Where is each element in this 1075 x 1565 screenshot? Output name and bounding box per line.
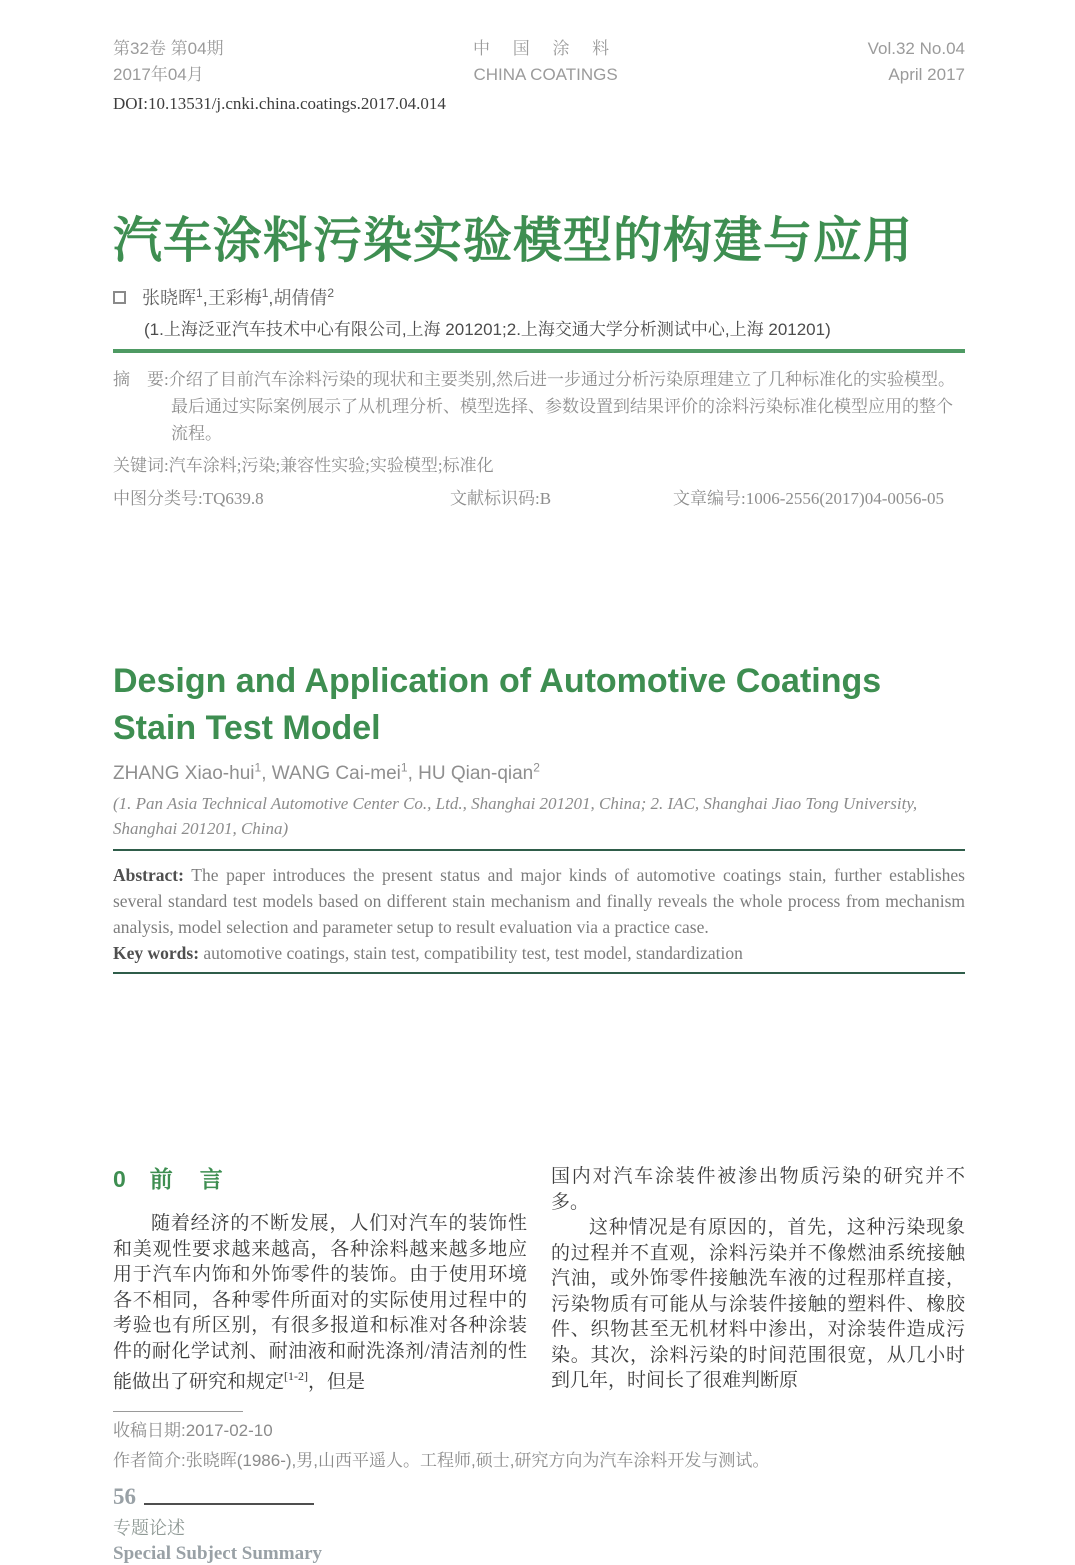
author-affil-mark: 1 [196, 286, 203, 300]
article-title-cn: 汽车涂料污染实验模型的构建与应用 [113, 214, 914, 268]
column-name-en: Special Subject Summary [113, 1543, 322, 1565]
author-separator: , [261, 763, 272, 785]
author-separator: , [407, 763, 419, 785]
checkbox-square-icon [113, 291, 126, 304]
affiliation-en: (1. Pan Asia Technical Automotive Center Co., Ltd., Shanghai 201201, China; 2. IAC, Shanghai Jiao Tong University, Shanghai 201201, China) [113, 794, 918, 839]
author-name: 张晓晖 [142, 288, 196, 308]
author-name: HU Qian-qian [418, 763, 534, 785]
abstract-en [113, 862, 965, 940]
author-name: WANG Cai-mei [271, 763, 401, 785]
date-en: April 2017 [888, 65, 965, 84]
abstract-text-en: The paper introduces the present status and major kinds of automotive coatings stain, further establishes several standard test models based on different stain mechanism and finally reveals the whole process from mechanism analysis, model selection and parameter setup to result evaluation via a practice case. [113, 865, 965, 938]
keywords-en [113, 943, 965, 964]
abstract-label-en: Abstract: [113, 865, 184, 886]
article-title-en: Design and Application of Automotive Coatings Stain Test Model [113, 662, 882, 747]
page-content [113, 0, 965, 1565]
dark-green-divider [113, 972, 965, 974]
left-column [113, 1164, 527, 1395]
article-id-label: 文章编号: [673, 489, 746, 508]
abstract-text-cn: 介绍了目前汽车涂料污染的现状和主要类别,然后进一步通过分析污染原理建立了几种标准化的实验模型。最后通过实际案例展示了从机理分析、模型选择、参数设置到结果评价的涂料污染标准化模型应用的整个流程。 [168, 370, 955, 443]
received-date: 收稿日期:2017-02-10 [113, 1421, 273, 1441]
author-en [113, 763, 272, 784]
section-number: 0 [113, 1166, 128, 1193]
author-cn [273, 284, 334, 310]
keywords-label-en: Key words: [113, 943, 200, 964]
journal-name-en: CHINA COATINGS [473, 65, 618, 84]
keywords-cn [113, 451, 965, 476]
footer-rule [144, 1503, 314, 1505]
right-column [551, 1164, 965, 1395]
document-code [450, 484, 551, 509]
author-affil-mark: 2 [327, 286, 335, 300]
footnote-divider [113, 1411, 243, 1412]
authors-cn [113, 284, 965, 310]
author-affil-mark: 1 [261, 286, 269, 300]
article-id [673, 484, 944, 509]
abstract-cn [113, 366, 965, 447]
classification-row [113, 484, 965, 508]
green-divider [113, 349, 965, 353]
author-name: ZHANG Xiao-hui [113, 763, 255, 785]
paragraph: 这种情况是有原因的，首先，这种污染现象的过程并不直观，涂料污染并不像燃油系统接触汽油，或外饰零件接触洗车液的过程那样直接，污染物质有可能从与涂装件接触的塑料件、橡胶件、织物甚至无机材料中渗出，对涂装件造成污染。其次，涂料污染的时间范围很宽，从几小时到几年，时间长了很难判断原 [551, 1217, 965, 1392]
affiliation-cn: (1.上海泛亚汽车技术中心有限公司,上海 201201;2.上海交通大学分析测试中心,上海 201201) [144, 320, 831, 339]
header-center [473, 36, 618, 88]
page-footer [113, 1485, 965, 1509]
citation-mark: [1-2] [284, 1369, 309, 1384]
article-body [113, 1164, 965, 1395]
volume-issue-en: Vol.32 No.04 [867, 39, 965, 58]
doi-line: DOI:10.13531/j.cnki.china.coatings.2017.04.014 [113, 94, 446, 113]
paragraph [113, 1211, 527, 1395]
author-affil-mark: 1 [254, 761, 262, 775]
journal-name-cn: 中 国 涂 料 [473, 39, 619, 58]
author-en [418, 763, 540, 784]
section-title: 前 言 [149, 1166, 225, 1193]
author-affil-mark: 2 [533, 761, 540, 775]
authors-en [113, 761, 965, 785]
volume-issue-cn: 第32卷 第04期 [113, 39, 224, 58]
author-bio: 作者简介:张晓晖(1986-),男,山西平遥人。工程师,硕士,研究方向为汽车涂料开发与测试。 [113, 1451, 770, 1471]
author-name: 胡倩倩 [273, 288, 328, 308]
header-left [113, 36, 224, 88]
keywords-label-cn: 关键词: [113, 456, 169, 475]
author-name: 王彩梅 [207, 288, 262, 308]
keywords-text-en: automotive coatings, stain test, compatibility test, test model, standardization [203, 943, 743, 964]
doc-code-value: B [539, 489, 552, 508]
author-en [272, 763, 418, 784]
page-number: 56 [113, 1484, 136, 1510]
header-right [868, 36, 965, 88]
author-affil-mark: 1 [400, 761, 408, 775]
paragraph-text: 随着经济的不断发展，人们对汽车的装饰性和美观性要求越来越高，各种涂料越来越多地应用于汽车内饰和外饰零件的装饰。由于使用环境各不相同，各种零件所面对的实际使用过程中的考验也有所区别，有很多报道和标准对各种涂装件的耐化学试剂、耐油液和耐洗涤剂/清洁剂的性能做出了研究和规定 [113, 1213, 527, 1393]
author-cn [142, 284, 208, 310]
clc-value: TQ639.8 [202, 489, 264, 508]
date-cn: 2017年04月 [113, 65, 204, 84]
abstract-label-cn: 摘 要: [113, 370, 169, 389]
article-id-value: 1006-2556(2017)04-0056-05 [745, 489, 945, 508]
doc-code-label: 文献标识码: [450, 489, 540, 508]
column-name-cn: 专题论述 [113, 1518, 185, 1539]
paragraph: 国内对汽车涂装件被渗出物质污染的研究并不多。 [551, 1166, 965, 1213]
dark-green-divider [113, 849, 965, 851]
author-cn [208, 284, 274, 310]
keywords-text-cn: 汽车涂料;污染;兼容性实验;实验模型;标准化 [168, 456, 494, 475]
paragraph-text: ，但是 [308, 1371, 366, 1393]
running-head [113, 0, 965, 88]
clc-label: 中图分类号: [113, 489, 203, 508]
clc-number [113, 489, 264, 508]
author-separator: , [268, 288, 274, 308]
author-separator: , [202, 288, 208, 308]
section-heading [113, 1164, 527, 1194]
